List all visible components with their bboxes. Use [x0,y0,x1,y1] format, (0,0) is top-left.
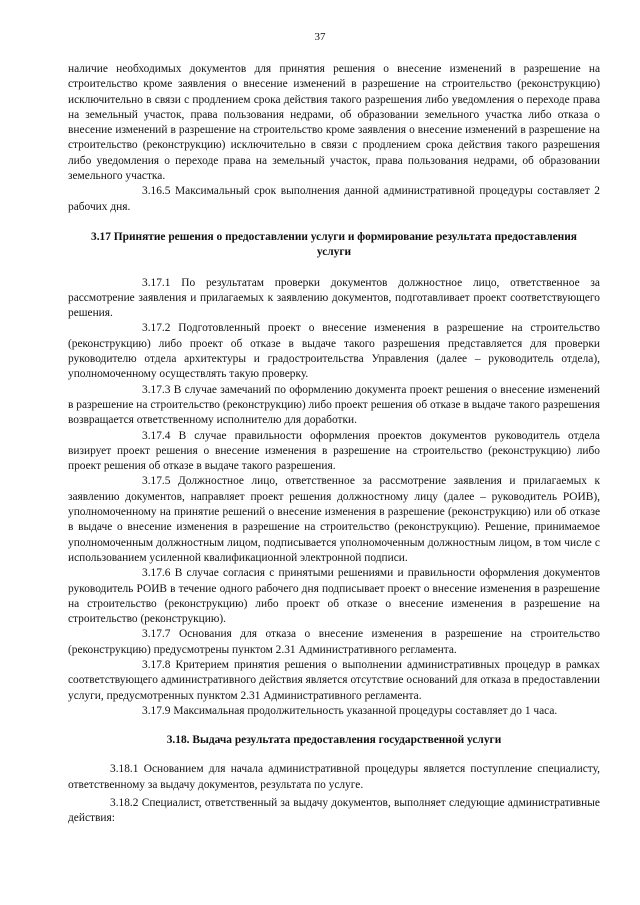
item-text: Подготовленный проект о внесение изменения в разрешение на строительство (реконструкцию) либо проект об отказе в выдаче такого разрешения представляется для проверки руководителю отдела архитектуры и градостроительства Управления (далее – руководитель отдела), уполномоченному осуществлять такую проверку. [68,322,600,381]
item-number: 3.17.4 [142,429,171,442]
item-text: Максимальная продолжительность указанной процедуры составляет до 1 часа. [173,704,558,717]
item-number: 3.16.5 [142,185,171,198]
item-text: Основания для отказа о внесение изменения в разрешение на строительство (реконструкцию) предусмотрены пунктом 2.31 Административного регламента. [68,628,601,656]
paragraph-3-18-1 [68,762,600,793]
page-number: 37 [314,31,326,43]
item-number: 3.17.8 [142,658,171,671]
item-number: 3.17.9 [142,704,171,717]
paragraph-3-17-4 [68,429,600,475]
paragraph-3-17-9 [68,704,600,719]
item-text: Максимальный срок выполнения данной административной процедуры составляет 2 рабочих дня. [68,185,600,213]
item-text: Критерием принятия решения о выполнении административных процедур в рамках соответствующего административного действия является отсутствие оснований для отказа в предоставлении услуги, предусмотренных пунктом 2.31 Административного регламента. [68,658,600,702]
paragraph-3-18-2 [68,796,600,827]
item-text: Специалист, ответственный за выдачу документов, выполняет следующие административные действия: [68,797,600,825]
page-content [68,62,600,827]
item-number: 3.17.7 [142,628,171,641]
item-number: 3.17.5 [142,475,171,488]
paragraph-3-17-5 [68,474,600,566]
item-text: В случае замечаний по оформлению документа проект решения о внесение изменений в разрешение на строительство (реконструкцию) либо проект решения об отказе в выдаче такого разрешения возвращается ответственному исполнителю для доработки. [68,383,600,427]
section-heading-3-17: 3.17 Принятие решения о предоставлении услуги и формирование результата предоставления услуги [91,230,577,259]
item-number: 3.17.2 [142,322,171,335]
paragraph-3-17-2 [68,321,600,382]
item-number: 3.18.2 [110,797,139,810]
item-number: 3.17.1 [142,276,171,289]
paragraph-3-16-5 [68,184,600,215]
paragraph-3-17-8 [68,658,600,704]
intro-paragraph: наличие необходимых документов для принятия решения о внесение изменений в разрешение на строительство кроме заявления о внесение изменений в разрешение на строительство (реконструкцию) исключительно в связи с продлением срока действия такого разрешения либо уведомления о переходе права на земельный участок, права пользования недрами, об образовании земельного участка либо отказа о внесение изменений в разрешение на строительство кроме заявления о внесение изменений в разрешение на строительство (реконструкцию) исключительно в связи с продлением срока действия такого разрешения либо уведомления о переходе права на земельный участок, права пользования недрами, об образовании земельного участка. [68,63,600,183]
paragraph-3-17-7 [68,627,600,658]
item-number: 3.18.1 [110,763,139,776]
item-text: По результатам проверки документов должностное лицо, ответственное за рассмотрение заявления и прилагаемых к заявлению документов, подготавливает проект соответствующего решения. [68,276,600,320]
paragraph-3-17-3 [68,383,600,429]
item-text: В случае согласия с принятыми решениями и правильности оформления документов руководитель РОИВ в течение одного рабочего дня подписывает проект о внесение изменения в разрешение на строительство (реконструкцию) либо проект об отказе о внесение изменения в разрешение на строительство (реконструкцию). [68,567,600,626]
section-heading-3-18: 3.18. Выдача результата предоставления государственной услуги [166,734,502,747]
item-text: В случае правильности оформления проектов документов руководитель отдела визирует проект решения о внесение изменения в разрешение на строительство (реконструкцию) либо проект решения об отказе в выдаче такого разрешения. [68,429,600,473]
item-text: Основанием для начала административной процедуры является поступление специалисту, ответственному за выдачу документов, результата по услуге. [68,763,600,791]
item-number: 3.17.6 [142,567,171,580]
paragraph-3-17-6 [68,566,600,627]
item-number: 3.17.3 [142,383,171,396]
item-text: Должностное лицо, ответственное за рассмотрение заявления и прилагаемых к заявлению документов, направляет проект решения должностному лицу (далее – руководитель РОИВ), уполномоченному на принятие решений о внесение изменения в разрешение (реконструкцию) или об отказе в выдаче о внесение изменения в разрешение на строительство (реконструкцию). Решение, принимаемое уполномоченным должностным лицом, подписывается уполномоченным должностным лицом, в том числе с использованием усиленной квалификационной электронной подписи. [68,475,600,564]
paragraph-3-17-1 [68,276,600,322]
